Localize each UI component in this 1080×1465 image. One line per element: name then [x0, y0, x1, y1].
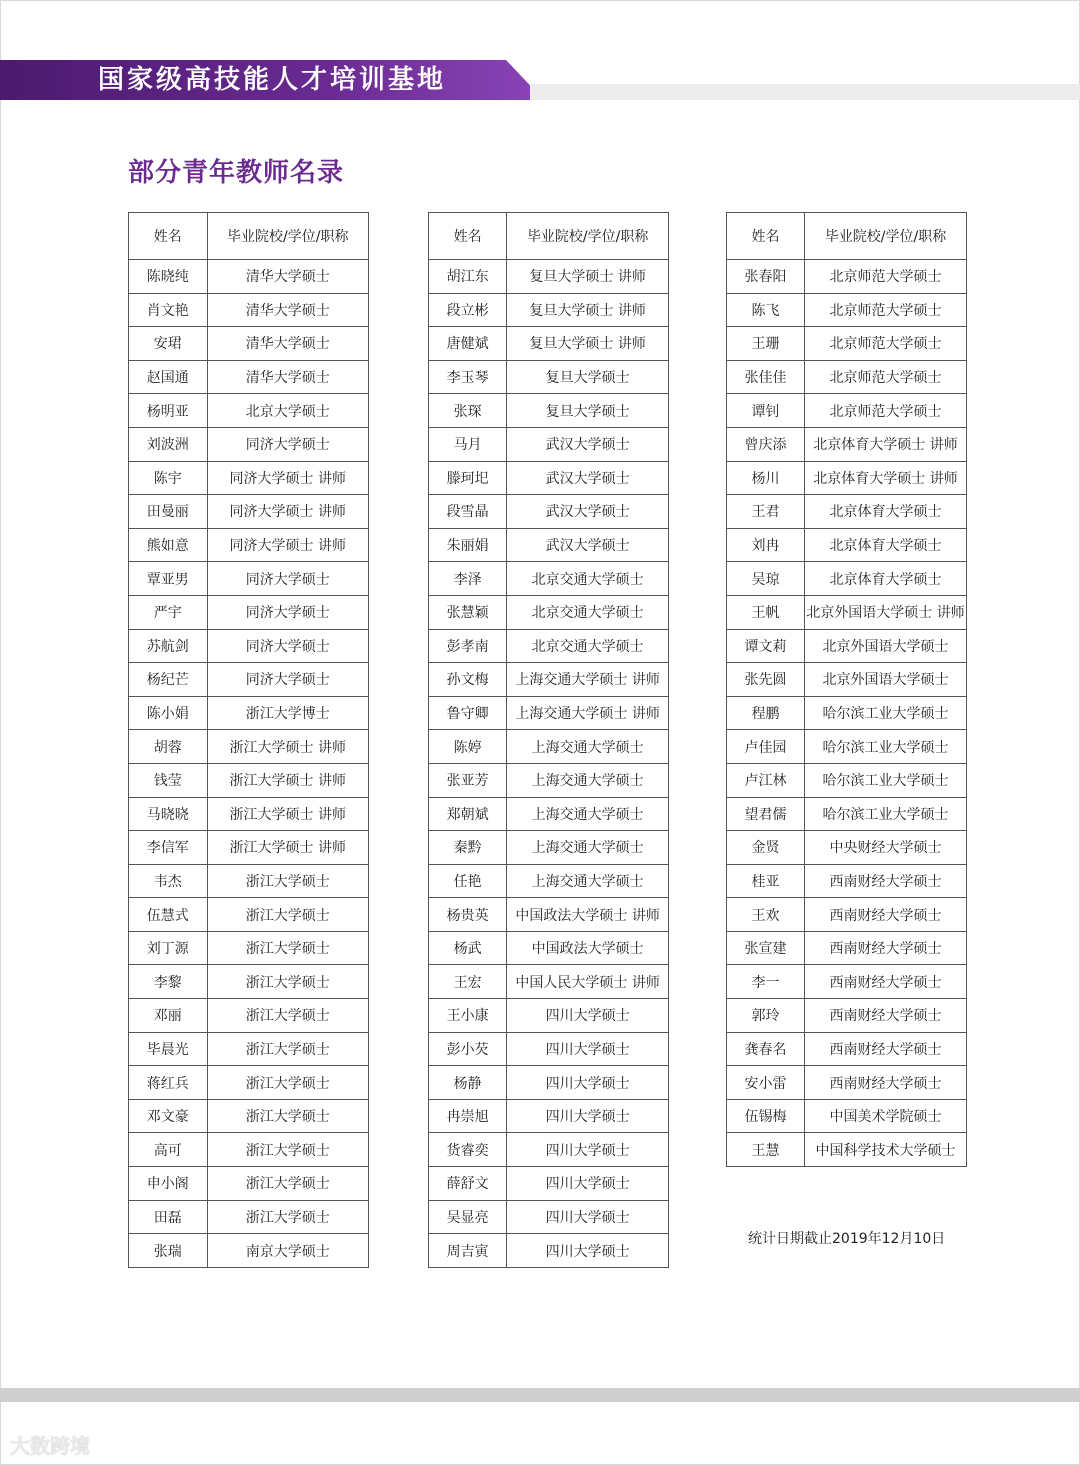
teacher-school: 哈尔滨工业大学硕士	[805, 763, 967, 797]
teacher-name: 王欢	[727, 898, 805, 932]
teacher-name: 田曼丽	[129, 495, 208, 529]
table-row	[429, 260, 669, 294]
teacher-name: 段雪晶	[429, 495, 507, 529]
table-header-row	[429, 213, 669, 260]
table-row	[129, 763, 369, 797]
teacher-name: 李玉琴	[429, 360, 507, 394]
table-row	[727, 696, 967, 730]
table-row	[429, 763, 669, 797]
teacher-school: 四川大学硕士	[507, 1167, 669, 1201]
teacher-name: 蒋红兵	[129, 1066, 208, 1100]
teacher-school: 复旦大学硕士 讲师	[507, 260, 669, 294]
teacher-name: 苏航剑	[129, 629, 208, 663]
teacher-school: 哈尔滨工业大学硕士	[805, 696, 967, 730]
teacher-name: 望君儒	[727, 797, 805, 831]
table-row	[727, 1032, 967, 1066]
teacher-name: 郭玲	[727, 999, 805, 1033]
teacher-school: 清华大学硕士	[207, 327, 368, 361]
teacher-name: 唐健斌	[429, 327, 507, 361]
table-row	[429, 1234, 669, 1268]
teacher-school: 武汉大学硕士	[507, 528, 669, 562]
column-header-school: 毕业院校/学位/职称	[805, 213, 967, 260]
teacher-name: 滕珂圯	[429, 461, 507, 495]
table-row	[129, 931, 369, 965]
teacher-school: 同济大学硕士	[207, 629, 368, 663]
teacher-school: 中央财经大学硕士	[805, 831, 967, 865]
teacher-school: 复旦大学硕士	[507, 394, 669, 428]
header-title: 国家级高技能人才培训基地	[98, 65, 447, 95]
teacher-name: 刘丁源	[129, 931, 208, 965]
table-row	[129, 1066, 369, 1100]
table-row	[429, 864, 669, 898]
teacher-name: 李信军	[129, 831, 208, 865]
table-row	[429, 360, 669, 394]
teacher-school: 武汉大学硕士	[507, 495, 669, 529]
teacher-name: 伍锡梅	[727, 1099, 805, 1133]
teacher-name: 王帆	[727, 595, 805, 629]
teacher-name: 张亚芳	[429, 763, 507, 797]
table-row	[727, 528, 967, 562]
teacher-name: 王慧	[727, 1133, 805, 1167]
teacher-name: 王珊	[727, 327, 805, 361]
table-row	[129, 1133, 369, 1167]
table-row	[727, 730, 967, 764]
teacher-name: 王宏	[429, 965, 507, 999]
teacher-name: 熊如意	[129, 528, 208, 562]
teacher-school: 浙江大学硕士	[207, 999, 368, 1033]
teacher-school: 西南财经大学硕士	[805, 1032, 967, 1066]
table-row	[429, 1066, 669, 1100]
teacher-school: 西南财经大学硕士	[805, 864, 967, 898]
teacher-name: 程鹏	[727, 696, 805, 730]
teacher-name: 谭文莉	[727, 629, 805, 663]
teacher-school: 浙江大学硕士 讲师	[207, 831, 368, 865]
teacher-school: 中国科学技术大学硕士	[805, 1133, 967, 1167]
table-row	[727, 763, 967, 797]
teacher-name: 王君	[727, 495, 805, 529]
teacher-school: 中国美术学院硕士	[805, 1099, 967, 1133]
teacher-school: 浙江大学硕士	[207, 1133, 368, 1167]
table-row	[727, 327, 967, 361]
teacher-school: 上海交通大学硕士	[507, 763, 669, 797]
teacher-name: 陈飞	[727, 293, 805, 327]
teacher-school: 北京师范大学硕士	[805, 394, 967, 428]
table-row	[429, 394, 669, 428]
table-row	[727, 360, 967, 394]
table-row	[727, 495, 967, 529]
teacher-name: 马月	[429, 427, 507, 461]
table-row	[129, 562, 369, 596]
teacher-name: 陈晓纯	[129, 260, 208, 294]
teacher-school: 北京师范大学硕士	[805, 260, 967, 294]
table-row	[429, 1167, 669, 1201]
table-row	[429, 1133, 669, 1167]
teacher-name: 覃亚男	[129, 562, 208, 596]
table-row	[129, 495, 369, 529]
table-row	[727, 663, 967, 697]
section-title: 部分青年教师名录	[128, 158, 345, 188]
teacher-name: 卢佳园	[727, 730, 805, 764]
teacher-name: 邓丽	[129, 999, 208, 1033]
teacher-name: 杨贵英	[429, 898, 507, 932]
teacher-school: 西南财经大学硕士	[805, 931, 967, 965]
teacher-school: 北京师范大学硕士	[805, 327, 967, 361]
teacher-school: 哈尔滨工业大学硕士	[805, 730, 967, 764]
teacher-school: 武汉大学硕士	[507, 427, 669, 461]
teacher-name: 吴琼	[727, 562, 805, 596]
table-row	[429, 293, 669, 327]
teacher-school: 北京体育大学硕士	[805, 528, 967, 562]
table-row	[429, 427, 669, 461]
table-row	[727, 931, 967, 965]
teacher-school: 复旦大学硕士 讲师	[507, 293, 669, 327]
teacher-name: 杨武	[429, 931, 507, 965]
teacher-school: 北京师范大学硕士	[805, 360, 967, 394]
teacher-school: 浙江大学硕士 讲师	[207, 763, 368, 797]
teacher-name: 严宇	[129, 595, 208, 629]
teacher-school: 浙江大学硕士	[207, 1200, 368, 1234]
teacher-school: 浙江大学博士	[207, 696, 368, 730]
teacher-school: 同济大学硕士	[207, 562, 368, 596]
teacher-name: 曾庆添	[727, 427, 805, 461]
teacher-name: 韦杰	[129, 864, 208, 898]
table-row	[727, 898, 967, 932]
teacher-school: 四川大学硕士	[507, 999, 669, 1033]
teacher-name: 毕晨光	[129, 1032, 208, 1066]
teacher-name: 张宣建	[727, 931, 805, 965]
column-header-name: 姓名	[129, 213, 208, 260]
footer-bar	[0, 1388, 1080, 1402]
teacher-name: 张慧颖	[429, 595, 507, 629]
teacher-school: 浙江大学硕士	[207, 864, 368, 898]
teacher-school: 同济大学硕士 讲师	[207, 528, 368, 562]
teacher-table-1	[128, 212, 369, 1268]
teacher-school: 北京体育大学硕士 讲师	[805, 461, 967, 495]
teacher-name: 李泽	[429, 562, 507, 596]
table-row	[129, 461, 369, 495]
teacher-school: 四川大学硕士	[507, 1099, 669, 1133]
table-row	[129, 360, 369, 394]
teacher-name: 朱丽娟	[429, 528, 507, 562]
table-row	[727, 797, 967, 831]
table-row	[727, 293, 967, 327]
table-row	[129, 730, 369, 764]
teacher-school: 浙江大学硕士 讲师	[207, 730, 368, 764]
table-row	[727, 1133, 967, 1167]
table-row	[429, 461, 669, 495]
teacher-school: 哈尔滨工业大学硕士	[805, 797, 967, 831]
teacher-name: 龚春名	[727, 1032, 805, 1066]
table-row	[129, 1099, 369, 1133]
table-row	[429, 495, 669, 529]
teacher-school: 北京交通大学硕士	[507, 629, 669, 663]
teacher-school: 复旦大学硕士 讲师	[507, 327, 669, 361]
table-row	[429, 327, 669, 361]
teacher-school: 浙江大学硕士 讲师	[207, 797, 368, 831]
teacher-name: 桂亚	[727, 864, 805, 898]
table-row	[129, 427, 369, 461]
teacher-table-3	[726, 212, 967, 1167]
teacher-school: 同济大学硕士	[207, 427, 368, 461]
teacher-school: 武汉大学硕士	[507, 461, 669, 495]
teacher-name: 安小雷	[727, 1066, 805, 1100]
teacher-name: 杨纪芒	[129, 663, 208, 697]
table-row	[129, 394, 369, 428]
teacher-school: 同济大学硕士	[207, 663, 368, 697]
table-row	[727, 562, 967, 596]
teacher-name: 张琛	[429, 394, 507, 428]
teacher-name: 李黎	[129, 965, 208, 999]
teacher-name: 张瑞	[129, 1234, 208, 1268]
table-row	[727, 427, 967, 461]
stat-date: 统计日期截止2019年12月10日	[748, 1231, 946, 1247]
teacher-name: 王小康	[429, 999, 507, 1033]
table-row	[429, 831, 669, 865]
table-row	[727, 394, 967, 428]
teacher-school: 浙江大学硕士	[207, 965, 368, 999]
teacher-school: 浙江大学硕士	[207, 1032, 368, 1066]
table-row	[429, 898, 669, 932]
teacher-school: 上海交通大学硕士 讲师	[507, 663, 669, 697]
table-row	[129, 797, 369, 831]
teacher-school: 中国政法大学硕士	[507, 931, 669, 965]
teacher-name: 杨明亚	[129, 394, 208, 428]
teacher-school: 四川大学硕士	[507, 1234, 669, 1268]
teacher-name: 孙文梅	[429, 663, 507, 697]
table-row	[429, 562, 669, 596]
teacher-name: 鲁守卿	[429, 696, 507, 730]
table-row	[727, 1066, 967, 1100]
teacher-name: 彭孝南	[429, 629, 507, 663]
teacher-school: 清华大学硕士	[207, 360, 368, 394]
teacher-name: 卢江林	[727, 763, 805, 797]
teacher-table-2	[428, 212, 669, 1268]
table-header-row	[129, 213, 369, 260]
teacher-school: 中国政法大学硕士 讲师	[507, 898, 669, 932]
teacher-school: 上海交通大学硕士	[507, 797, 669, 831]
teacher-school: 四川大学硕士	[507, 1066, 669, 1100]
teacher-school: 北京外国语大学硕士	[805, 663, 967, 697]
table-row	[429, 629, 669, 663]
table-row	[429, 999, 669, 1033]
teacher-name: 马晓晓	[129, 797, 208, 831]
teacher-school: 浙江大学硕士	[207, 898, 368, 932]
teacher-name: 安珺	[129, 327, 208, 361]
table-row	[129, 1167, 369, 1201]
table-row	[129, 260, 369, 294]
teacher-name: 陈小娟	[129, 696, 208, 730]
teacher-school: 上海交通大学硕士 讲师	[507, 696, 669, 730]
table-row	[727, 260, 967, 294]
table-header-row	[727, 213, 967, 260]
teacher-school: 上海交通大学硕士	[507, 730, 669, 764]
teacher-school: 北京体育大学硕士 讲师	[805, 427, 967, 461]
teacher-school: 复旦大学硕士	[507, 360, 669, 394]
table-row	[727, 1099, 967, 1133]
teacher-school: 浙江大学硕士	[207, 931, 368, 965]
teacher-name: 彭小芡	[429, 1032, 507, 1066]
watermark: 大数跨境	[10, 1434, 90, 1458]
teacher-name: 任艳	[429, 864, 507, 898]
teacher-name: 谭钊	[727, 394, 805, 428]
table-row	[429, 931, 669, 965]
teacher-name: 郑朝斌	[429, 797, 507, 831]
teacher-school: 北京体育大学硕士	[805, 495, 967, 529]
teacher-name: 冉崇旭	[429, 1099, 507, 1133]
table-row	[429, 797, 669, 831]
teacher-name: 胡蓉	[129, 730, 208, 764]
table-row	[429, 1032, 669, 1066]
table-row	[727, 864, 967, 898]
table-row	[429, 696, 669, 730]
table-row	[129, 327, 369, 361]
table-row	[429, 965, 669, 999]
column-header-name: 姓名	[727, 213, 805, 260]
table-row	[129, 965, 369, 999]
table-row	[727, 965, 967, 999]
teacher-school: 四川大学硕士	[507, 1032, 669, 1066]
teacher-school: 西南财经大学硕士	[805, 1066, 967, 1100]
table-row	[429, 1200, 669, 1234]
teacher-school: 四川大学硕士	[507, 1200, 669, 1234]
teacher-name: 肖文艳	[129, 293, 208, 327]
table-row	[129, 663, 369, 697]
table-row	[429, 730, 669, 764]
teacher-school: 北京交通大学硕士	[507, 595, 669, 629]
teacher-name: 胡江东	[429, 260, 507, 294]
table-row	[727, 461, 967, 495]
teacher-name: 杨川	[727, 461, 805, 495]
teacher-name: 段立彬	[429, 293, 507, 327]
table-row	[129, 831, 369, 865]
teacher-name: 高可	[129, 1133, 208, 1167]
teacher-school: 同济大学硕士 讲师	[207, 461, 368, 495]
teacher-school: 清华大学硕士	[207, 260, 368, 294]
table-row	[727, 831, 967, 865]
teacher-name: 伍慧式	[129, 898, 208, 932]
table-row	[727, 595, 967, 629]
teacher-name: 邓文豪	[129, 1099, 208, 1133]
table-row	[129, 629, 369, 663]
teacher-school: 北京外国语大学硕士 讲师	[805, 595, 967, 629]
teacher-name: 张佳佳	[727, 360, 805, 394]
teacher-name: 秦黔	[429, 831, 507, 865]
teacher-school: 北京大学硕士	[207, 394, 368, 428]
teacher-school: 北京体育大学硕士	[805, 562, 967, 596]
table-row	[727, 629, 967, 663]
table-row	[429, 595, 669, 629]
table-row	[727, 999, 967, 1033]
table-row	[129, 1200, 369, 1234]
table-row	[129, 528, 369, 562]
teacher-school: 西南财经大学硕士	[805, 999, 967, 1033]
teacher-school: 南京大学硕士	[207, 1234, 368, 1268]
table-row	[129, 293, 369, 327]
teacher-name: 田磊	[129, 1200, 208, 1234]
teacher-name: 周吉寅	[429, 1234, 507, 1268]
table-row	[129, 595, 369, 629]
header-grey-strip	[530, 84, 1080, 100]
table-row	[129, 864, 369, 898]
teacher-name: 货睿奕	[429, 1133, 507, 1167]
teacher-school: 同济大学硕士 讲师	[207, 495, 368, 529]
teacher-school: 上海交通大学硕士	[507, 831, 669, 865]
table-row	[429, 528, 669, 562]
teacher-school: 清华大学硕士	[207, 293, 368, 327]
teacher-school: 北京交通大学硕士	[507, 562, 669, 596]
teacher-name: 李一	[727, 965, 805, 999]
table-row	[429, 1099, 669, 1133]
teacher-school: 浙江大学硕士	[207, 1066, 368, 1100]
teacher-name: 金贤	[727, 831, 805, 865]
teacher-school: 北京外国语大学硕士	[805, 629, 967, 663]
column-header-name: 姓名	[429, 213, 507, 260]
teacher-school: 同济大学硕士	[207, 595, 368, 629]
teacher-name: 赵国通	[129, 360, 208, 394]
teacher-school: 北京师范大学硕士	[805, 293, 967, 327]
teacher-name: 陈婷	[429, 730, 507, 764]
teacher-name: 申小阁	[129, 1167, 208, 1201]
teacher-school: 四川大学硕士	[507, 1133, 669, 1167]
table-row	[129, 999, 369, 1033]
teacher-school: 中国人民大学硕士 讲师	[507, 965, 669, 999]
table-row	[129, 898, 369, 932]
teacher-school: 西南财经大学硕士	[805, 965, 967, 999]
teacher-name: 吴显亮	[429, 1200, 507, 1234]
teacher-name: 钱莹	[129, 763, 208, 797]
teacher-school: 浙江大学硕士	[207, 1099, 368, 1133]
teacher-name: 张春阳	[727, 260, 805, 294]
teacher-name: 张先圆	[727, 663, 805, 697]
teacher-name: 刘波洲	[129, 427, 208, 461]
table-row	[129, 1234, 369, 1268]
teacher-school: 浙江大学硕士	[207, 1167, 368, 1201]
column-header-school: 毕业院校/学位/职称	[207, 213, 368, 260]
column-header-school: 毕业院校/学位/职称	[507, 213, 669, 260]
teacher-name: 陈宇	[129, 461, 208, 495]
table-row	[129, 1032, 369, 1066]
table-row	[429, 663, 669, 697]
teacher-school: 西南财经大学硕士	[805, 898, 967, 932]
teacher-school: 上海交通大学硕士	[507, 864, 669, 898]
teacher-name: 薛舒文	[429, 1167, 507, 1201]
teacher-name: 刘冉	[727, 528, 805, 562]
table-row	[129, 696, 369, 730]
teacher-name: 杨静	[429, 1066, 507, 1100]
